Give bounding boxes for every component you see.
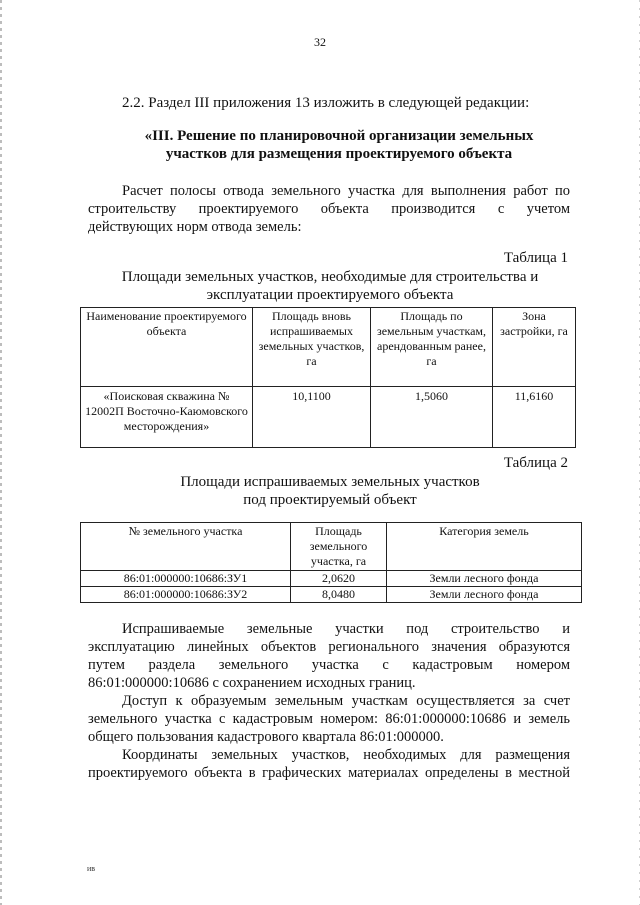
table-cell: 1,5060: [371, 387, 493, 448]
table-cell: Земли лесного фонда: [387, 571, 582, 587]
section-title-line-1: «III. Решение по планировочной организации земельных: [144, 128, 534, 144]
table-header-cell: Зона застройки, га: [493, 308, 576, 387]
table-row: [81, 387, 576, 448]
table-header-cell: № земельного участка: [81, 523, 291, 571]
table-cell: 11,6160: [493, 387, 576, 448]
paragraph-plot-formation: [88, 620, 570, 692]
table-requested-plots: [80, 522, 582, 603]
paragraph-right-of-way: [88, 182, 570, 236]
paragraph-coordinates: [88, 746, 570, 782]
table-header-cell: Категория земель: [387, 523, 582, 571]
table-header-cell: Площадь по земельным участкам, арендованным ранее, га: [371, 308, 493, 387]
section-title-line-2: участков для размещения проектируемого объекта: [165, 146, 513, 162]
paragraph-line: действующих норм отвода земель:: [88, 219, 302, 235]
paragraph-line: путем раздела земельного участка с кадастровым номером: [88, 657, 570, 673]
table-cell: 2,0620: [291, 571, 387, 587]
table-cell: Земли лесного фонда: [387, 587, 582, 603]
table-cell: 8,0480: [291, 587, 387, 603]
paragraph-line: проектируемого объекта в графических материалах определены в местной: [88, 765, 570, 781]
table-cell: 10,1100: [253, 387, 371, 448]
table1-title-line-2: эксплуатации проектируемого объекта: [206, 287, 454, 303]
table-row: [81, 587, 582, 603]
paragraph-line: Доступ к образуемым земельным участкам осуществляется за счет: [122, 693, 570, 709]
table-cell: «Поисковая скважина № 12002П Восточно-Каюмовского месторождения»: [81, 387, 253, 448]
table2-title-line-1: Площади испрашиваемых земельных участков: [180, 474, 480, 490]
table-header-row: [81, 308, 576, 387]
table1-caption: Таблица 1: [503, 250, 568, 266]
paragraph-access: [88, 692, 570, 746]
footer-mark: ив: [87, 864, 96, 873]
table-row: [81, 571, 582, 587]
paragraph-line: Координаты земельных участков, необходимых для размещения: [122, 747, 570, 763]
scan-left-edge: [0, 0, 2, 905]
paragraph-line: 86:01:000000:10686 с сохранением исходных границ.: [88, 675, 416, 691]
table1-title: [90, 268, 570, 304]
page-number: 32: [314, 35, 326, 49]
table-header-cell: Площадь земельного участка, га: [291, 523, 387, 571]
table-cell: 86:01:000000:10686:ЗУ2: [81, 587, 291, 603]
section-title: [140, 127, 538, 163]
table2-title-line-2: под проектируемый объект: [243, 492, 417, 508]
table-header-cell: Наименование проектируемого объекта: [81, 308, 253, 387]
table-header-row: [81, 523, 582, 571]
table2-caption: Таблица 2: [503, 455, 568, 471]
paragraph-line: Испрашиваемые земельные участки под строительство и: [122, 621, 570, 637]
paragraph-line: земельного участка с кадастровым номером: 86:01:000000:10686 и земель: [88, 711, 570, 727]
paragraph-line: общего пользования кадастрового квартала 86:01:000000.: [88, 729, 444, 745]
paragraph-line: Расчет полосы отвода земельного участка для выполнения работ по: [122, 183, 570, 199]
table1-title-line-1: Площади земельных участков, необходимые для строительства и: [121, 269, 539, 285]
amendment-heading: 2.2. Раздел III приложения 13 изложить в следующей редакции:: [122, 95, 530, 111]
paragraph-line: строительству проектируемого объекта производится с учетом: [88, 201, 570, 217]
table2-title: [90, 473, 570, 509]
table-cell: 86:01:000000:10686:ЗУ1: [81, 571, 291, 587]
paragraph-line: эксплуатацию линейных объектов регионального значения образуются: [88, 639, 570, 655]
table-land-areas: [80, 307, 576, 448]
table-header-cell: Площадь вновь испрашиваемых земельных участков, га: [253, 308, 371, 387]
